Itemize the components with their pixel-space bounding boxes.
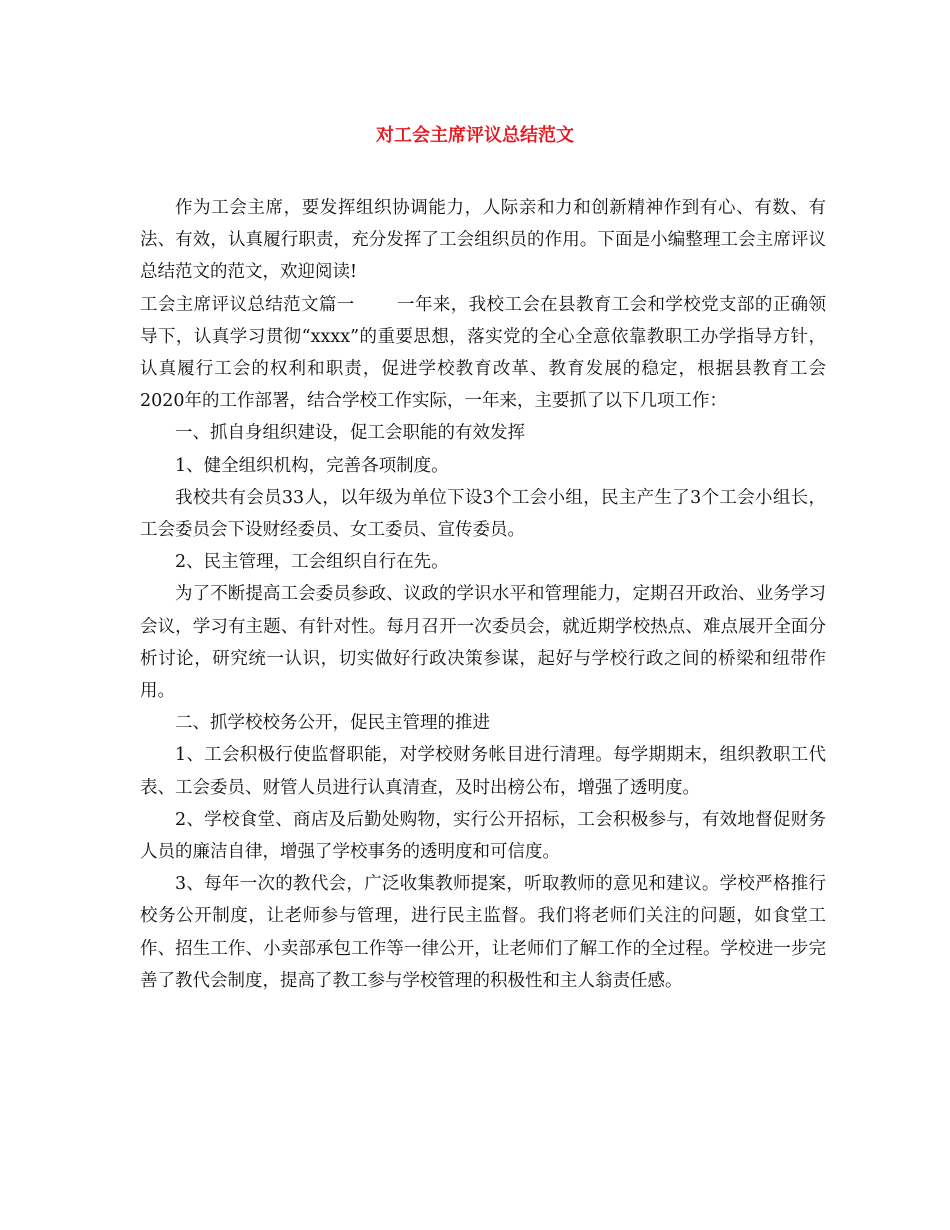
section-text: 一年来，我校工会在县教育工会和学校党支部的正确领导下，认真学习贯彻“xxxx”的重要思想，落实党的全心全意依靠教职工办学指导方针，认真履行工会的权利和职责，促进学校教育改革、教育发展的稳定，根据县教育工会2020年的工作部署，结合学校工作实际，一年来，主要抓了以下几项工作： xyxy=(140,294,827,412)
paragraph-2-2: 2、学校食堂、商店及后勤处购物，实行公开招标，工会积极参与，有效地督促财务人员的廉洁自律，增强了学校事务的透明度和可信度。 xyxy=(140,809,826,863)
document-title: 对工会主席评议总结范文 xyxy=(376,125,574,146)
paragraph-2-1: 1、工会积极行使监督职能，对学校财务帐目进行清理。每学期期末，组织教职工代表、工会委员、财管人员进行认真清查，及时出榜公布，增强了透明度。 xyxy=(140,745,826,798)
paragraph-2-3: 3、每年一次的教代会，广泛收集教师提案，听取教师的意见和建议。学校严格推行校务公开制度，让老师参与管理，进行民主监督。我们将老师们关注的问题，如食堂工作、招生工作、小卖部承包工作等一律公开，让老师们了解工作的全过程。学校进一步完善了教代会制度，提高了教工参与学校管理的积极性和主人翁责任感。 xyxy=(140,874,826,991)
heading-one: 一、抓自身组织建设，促工会职能的有效发挥 xyxy=(175,423,525,444)
document-body xyxy=(140,192,826,997)
paragraph-1-1: 我校共有会员33人，以年级为单位下设3个工会小组，民主产生了3个工会小组长，工会委员会下设财经委员、女工委员、宣传委员。 xyxy=(140,487,826,541)
section-paragraph xyxy=(140,289,826,418)
intro-paragraph: 作为工会主席，要发挥组织协调能力，人际亲和力和创新精神作到有心、有数、有法、有效，认真履行职责，充分发挥了工会组织员的作用。下面是小编整理工会主席评议总结范文的范文，欢迎阅读! xyxy=(140,198,826,283)
section-label: 工会主席评议总结范文篇一 xyxy=(140,294,355,315)
item-1-2: 2、民主管理，工会组织自行在先。 xyxy=(175,552,449,573)
heading-two: 二、抓学校校务公开，促民主管理的推进 xyxy=(175,713,490,734)
paragraph-1-2: 为了不断提高工会委员参政、议政的学识水平和管理能力，定期召开政治、业务学习会议，学习有主题、有针对性。每月召开一次委员会，就近期学校热点、难点展开全面分析讨论，研究统一认识，切实做好行政决策参谋，起好与学校行政之间的桥梁和纽带作用。 xyxy=(140,584,826,702)
item-1-1: 1、健全组织机构，完善各项制度。 xyxy=(175,455,449,476)
